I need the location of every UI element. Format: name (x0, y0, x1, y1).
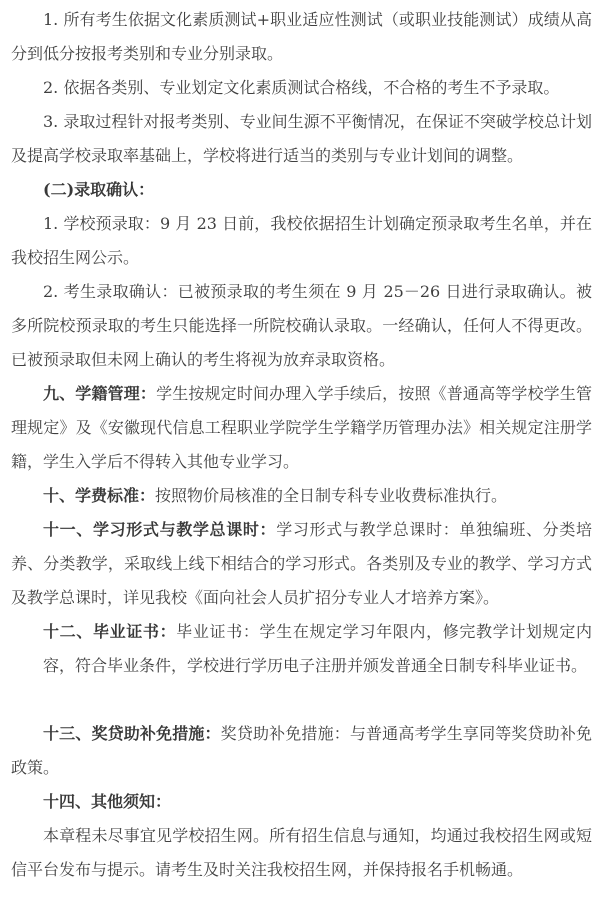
paragraph (11, 105, 592, 173)
paragraph (11, 173, 592, 207)
section-heading-text: (二)录取确认： (43, 180, 155, 199)
paragraph-text: 1. 所有考生依据文化素质测试+职业适应性测试（或职业技能测试）成绩从高分到低分按报考类别和专业分别录取。 (11, 10, 592, 63)
paragraph (11, 275, 592, 377)
paragraph (11, 717, 592, 785)
paragraph-text: 毕业证书：学生在规定学习年限内，修完教学计划规定内容，符合毕业条件，学校进行学历电子注册并颁发普通全日制专科毕业证书。 (43, 622, 592, 675)
section-heading-text: 九、学籍管理： (43, 384, 157, 403)
paragraph-text: 学习形式与教学总课时：单独编班、分类培养、分类教学，采取线上线下相结合的学习形式。各类别及专业的教学、学习方式及教学总课时，详见我校《面向社会人员扩招分专业人才培养方案》。 (11, 520, 592, 607)
paragraph (11, 3, 592, 71)
paragraph (11, 513, 592, 615)
section-heading-text: 十四、其他须知： (43, 792, 172, 811)
paragraph-text: 2. 考生录取确认：已被预录取的考生须在 9 月 25－26 日进行录取确认。被多所院校预录取的考生只能选择一所院校确认录取。一经确认，任何人不得更改。已被预录取但未网上确认的考生将视为放弃录取资格。 (11, 282, 592, 369)
paragraph (11, 785, 592, 819)
section-heading-text: 十三、奖贷助补免措施： (43, 724, 221, 743)
paragraph (11, 377, 592, 479)
paragraph-text: 奖贷助补免措施：与普通高考学生享同等奖贷助补免政策。 (11, 724, 592, 777)
paragraph (43, 615, 592, 683)
section-heading-text: 十、学费标准： (43, 486, 156, 505)
paragraph-text: 3. 录取过程针对报考类别、专业间生源不平衡情况，在保证不突破学校总计划及提高学校录取率基础上，学校将进行适当的类别与专业计划间的调整。 (11, 112, 592, 165)
paragraph-text: 按照物价局核准的全日制专科专业收费标准执行。 (155, 486, 508, 505)
paragraph-text: 2. 依据各类别、专业划定文化素质测试合格线，不合格的考生不予录取。 (43, 78, 560, 97)
section-heading-text: 十一、学习形式与教学总课时： (43, 520, 277, 539)
blank-line (11, 683, 592, 717)
paragraph-text: 本章程未尽事宜见学校招生网。所有招生信息与通知，均通过我校招生网或短信平台发布与提示。请考生及时关注我校招生网，并保持报名手机畅通。 (11, 826, 592, 879)
paragraph-text: 学生按规定时间办理入学手续后，按照《普通高等学校学生管理规定》及《安徽现代信息工程职业学院学生学籍学历管理办法》相关规定注册学籍，学生入学后不得转入其他专业学习。 (11, 384, 592, 471)
paragraph (11, 71, 592, 105)
paragraph (11, 207, 592, 275)
paragraph (11, 479, 592, 513)
paragraph (11, 819, 592, 887)
section-heading-text: 十二、毕业证书： (43, 622, 177, 641)
paragraph-text: 1. 学校预录取：9 月 23 日前，我校依据招生计划确定预录取考生名单，并在我校招生网公示。 (11, 214, 592, 267)
